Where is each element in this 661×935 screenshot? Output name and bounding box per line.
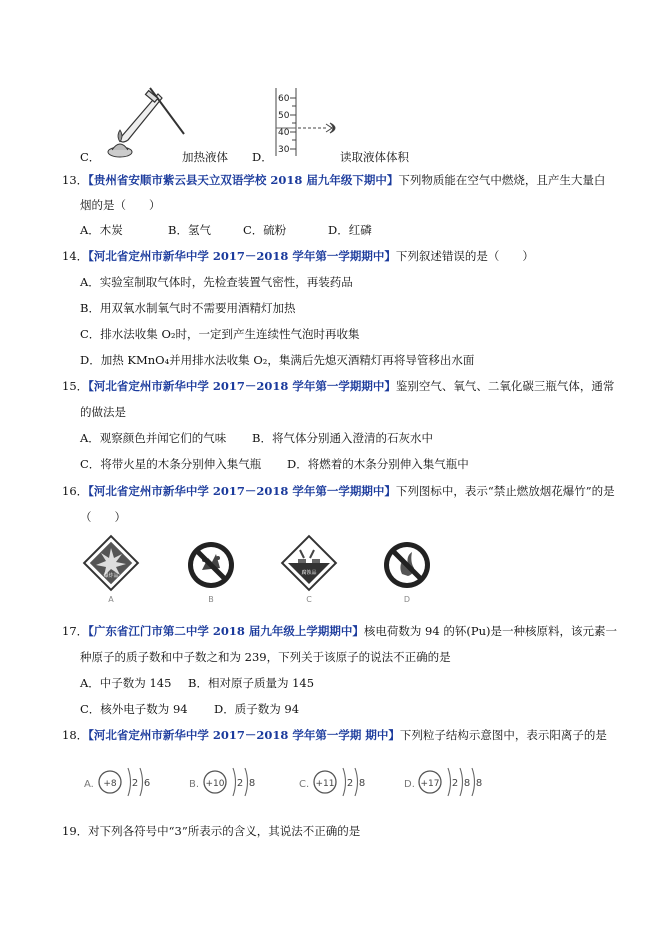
nucleus-charge: +17 [420, 779, 440, 789]
q15-option-a: A．观察颜色并闻它们的气味 [80, 431, 227, 445]
question-16-line2: （ ） [80, 510, 126, 524]
q14-option-c: C．排水法收集 O₂时，一定到产生连续性气泡时再收集 [80, 327, 360, 341]
question-number: 17． [62, 624, 89, 638]
question-15-line1 [62, 379, 614, 393]
question-source: 【河北省定州市新华中学 2017－2018 学年第一学期期中】 [88, 484, 396, 498]
cylinder-tick-50: 50 [278, 111, 290, 121]
question-source: 【河北省定州市新华中学 2017－2018 学年第一学期期中】 [88, 379, 396, 393]
electron-shell-arc [343, 768, 346, 796]
sign-c-text: 腐蚀品 [301, 570, 317, 576]
atom-option-letter: A. [84, 779, 94, 790]
q15-option-d: D．将燃着的木条分别伸入集气瓶中 [287, 457, 469, 471]
electron-shell-arc [140, 768, 143, 796]
nucleus-charge: +10 [205, 779, 225, 789]
electron-shell-count: 8 [358, 778, 366, 789]
option-c-caption: 加热液体 [182, 150, 228, 164]
q17-option-b: B．相对原子质量为 145 [188, 676, 315, 690]
electron-shell-arc [245, 768, 248, 796]
no-fire-sign-icon [378, 540, 438, 606]
question-number: 14． [62, 249, 89, 263]
sign-label-b: B [208, 595, 214, 604]
question-stem: 下列叙述错误的是（ ） [395, 249, 534, 263]
question-17-line2: 种原子的质子数和中子数之和为 239，下列关于该原子的说法不正确的是 [80, 650, 451, 664]
nucleus-charge: +11 [315, 779, 335, 789]
q17-option-c: C．核外电子数为 94 [80, 702, 188, 716]
atom-diagram-b [189, 768, 255, 796]
graduated-cylinder-figure [270, 88, 350, 158]
question-stem: 下列图标中，表示“禁止燃放烟花爆竹”的是 [395, 484, 615, 498]
question-stem: 核电荷数为 94 的钚(Pu)是一种核原料，该元素一 [363, 624, 617, 638]
option-c-letter: C． [80, 150, 101, 164]
atom-diagram-d [404, 768, 482, 796]
electron-shell-count: 6 [143, 778, 151, 789]
q13-option-a: A．木炭 [80, 223, 123, 237]
atom-option-letter: C. [299, 779, 310, 790]
atom-diagram-a [84, 768, 150, 796]
question-number: 19． [62, 824, 89, 838]
atom-structure-figure [84, 762, 504, 802]
question-13-line2: 烟的是（ ） [80, 198, 161, 212]
question-stem: 下列粒子结构示意图中，表示阳离子的是 [399, 728, 607, 742]
q15-option-b: B．将气体分别通入澄清的石灰水中 [252, 431, 433, 445]
question-source: 【河北省定州市新华中学 2017－2018 学年第一学期期中】 [88, 249, 396, 263]
question-source: 【广东省江门市第二中学 2018 届九年级上学期期中】 [88, 624, 364, 638]
question-source: 【河北省定州市新华中学 2017－2018 学年第一学期 期中】 [88, 728, 400, 742]
q17-option-d: D．质子数为 94 [214, 702, 300, 716]
sign-label-d: D [403, 595, 411, 604]
atom-diagram-c [299, 768, 365, 796]
electron-shell-arc [128, 768, 131, 796]
q14-option-a: A．实验室制取气体时，先检查装置气密性，再装药品 [80, 275, 353, 289]
question-number: 13． [62, 173, 89, 187]
question-19-line1 [62, 824, 360, 838]
electron-shell-count: 2 [131, 778, 139, 789]
question-17-line1 [62, 624, 617, 638]
electron-shell-arc [448, 768, 451, 796]
question-stem: 下列物质能在空气中燃烧，且产生大量白 [398, 173, 606, 187]
electron-shell-count: 8 [475, 778, 483, 789]
q17-option-a: A．中子数为 145 [80, 676, 172, 690]
question-14-line1 [62, 249, 534, 263]
sign-label-c: C [306, 595, 312, 604]
q15-option-c: C．将带火星的木条分别伸入集气瓶 [80, 457, 262, 471]
cylinder-tick-30: 30 [278, 145, 290, 155]
corrosive-sign-icon [280, 540, 340, 606]
electron-shell-arc [233, 768, 236, 796]
question-number: 18． [62, 728, 89, 742]
electron-shell-count: 8 [248, 778, 256, 789]
sign-a-text: 爆炸品 [103, 573, 119, 579]
q13-option-d: D．红磷 [328, 223, 372, 237]
electron-shell-count: 8 [463, 778, 471, 789]
electron-shell-count: 2 [236, 778, 244, 789]
option-d-caption: 读取液体体积 [340, 150, 409, 164]
q14-option-b: B．用双氧水制氧气时不需要用酒精灯加热 [80, 301, 296, 315]
cylinder-tick-60: 60 [278, 94, 290, 104]
heating-liquid-figure [100, 86, 190, 158]
question-18-line1 [62, 728, 607, 742]
atom-option-letter: D. [404, 779, 415, 790]
question-stem: 鉴别空气、氧气、二氧化碳三瓶气体，通常 [395, 379, 615, 393]
cylinder-tick-40: 40 [278, 128, 290, 138]
explosive-sign-icon [82, 540, 142, 606]
question-15-line2: 的做法是 [80, 405, 126, 419]
question-number: 15． [62, 379, 89, 393]
question-stem: 对下列各符号中“3”所表示的含义，其说法不正确的是 [88, 824, 361, 838]
atom-option-letter: B. [189, 779, 200, 790]
q13-option-b: B．氢气 [168, 223, 211, 237]
q14-option-d: D．加热 KMnO₄并用排水法收集 O₂，集满后先熄灭酒精灯再将导管移出水面 [80, 353, 475, 367]
electron-shell-count: 2 [451, 778, 459, 789]
question-16-line1 [62, 484, 615, 498]
electron-shell-arc [355, 768, 358, 796]
question-13-line1 [62, 173, 605, 187]
electron-shell-count: 2 [346, 778, 354, 789]
q13-option-c: C．硫粉 [243, 223, 287, 237]
question-source: 【贵州省安顺市紫云县天立双语学校 2018 届九年级下期中】 [88, 173, 399, 187]
electron-shell-arc [460, 768, 463, 796]
option-d-letter: D． [252, 150, 273, 164]
no-fireworks-sign-icon [182, 540, 242, 606]
electron-shell-arc [472, 768, 475, 796]
sign-label-a: A [108, 595, 114, 604]
question-number: 16． [62, 484, 89, 498]
nucleus-charge: +8 [103, 779, 117, 789]
